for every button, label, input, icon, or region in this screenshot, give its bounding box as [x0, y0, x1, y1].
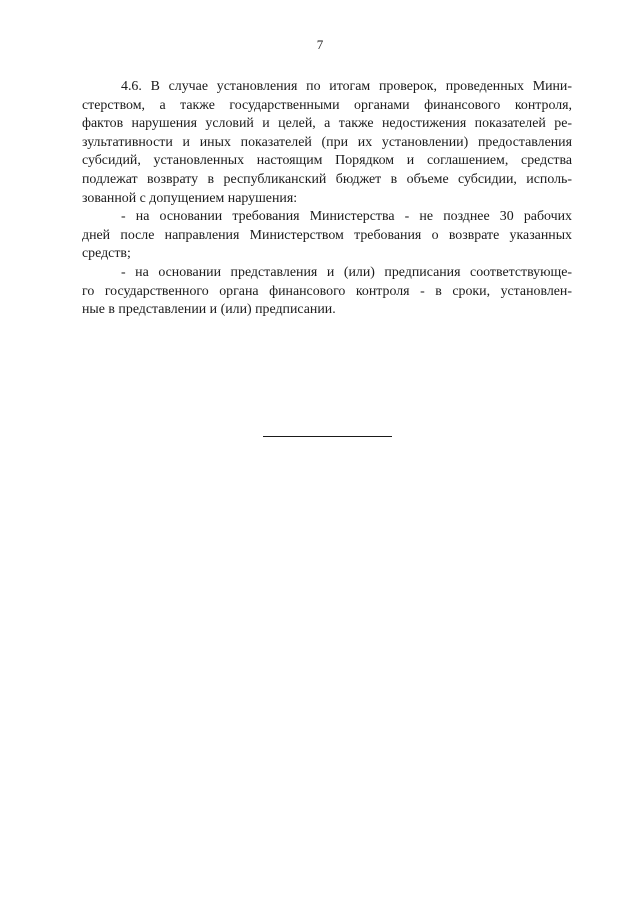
page-number: 7: [316, 37, 324, 52]
text-line: средств;: [82, 246, 131, 262]
text-line: стерством, а также государственными органами финансового контроля,: [82, 97, 572, 113]
text-line: фактов нарушения условий и целей, а также недостижения показателей ре-: [82, 116, 572, 132]
text-line: 4.6. В случае установления по итогам проверок, проведенных Мини-: [121, 79, 572, 94]
text-line: зованной с допущением нарушения:: [82, 190, 298, 206]
text-line: дней после направления Министерством требования о возврате указанных: [82, 227, 572, 243]
text-line: го государственного органа финансового контроля - в сроки, установлен-: [82, 283, 572, 299]
text-line: подлежат возврату в республиканский бюджет в объеме субсидии, исполь-: [82, 171, 572, 187]
document-body: [82, 78, 572, 320]
paragraph-control-body-order: [82, 264, 572, 320]
text-line: ные в представлении и (или) предписании.: [82, 302, 336, 318]
text-line: зультативности и иных показателей (при их установлении) предоставления: [82, 134, 572, 150]
text-line: субсидий, установленных настоящим Порядком и соглашением, средства: [82, 153, 572, 169]
paragraph-4-6: [82, 78, 572, 208]
text-line: - на основании требования Министерства - не позднее 30 рабочих: [121, 209, 572, 225]
end-separator-line: [263, 436, 392, 437]
text-line: - на основании представления и (или) предписания соответствующе-: [121, 264, 572, 280]
paragraph-ministry-requirement: [82, 208, 572, 264]
